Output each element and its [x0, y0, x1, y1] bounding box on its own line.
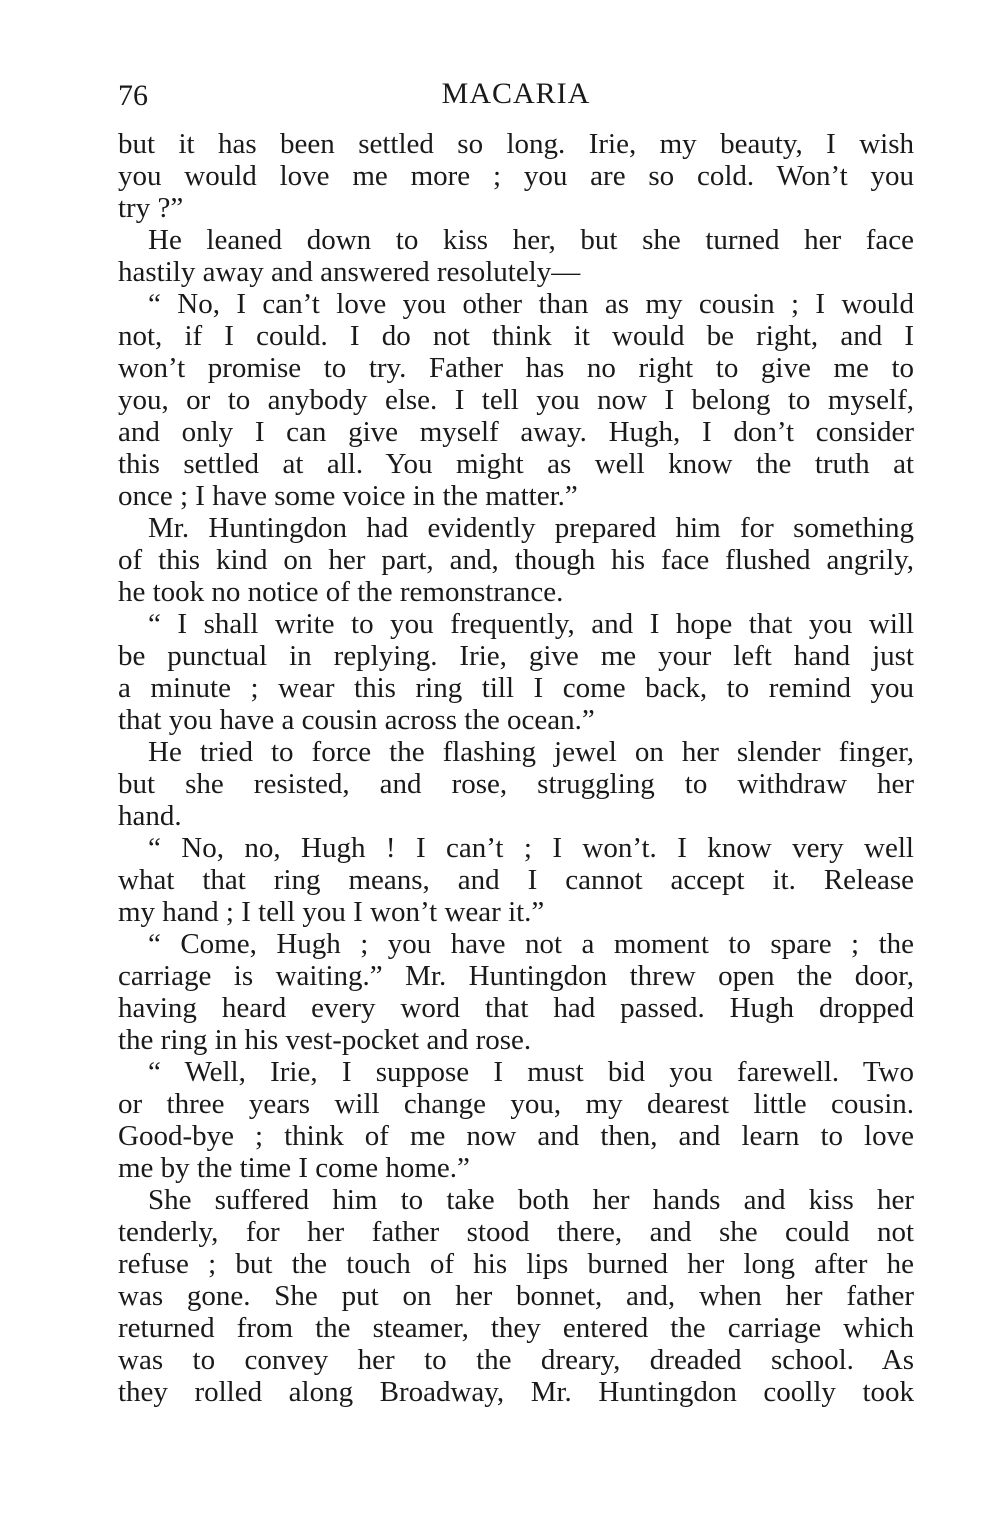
text-line: you would love me more ; you are so cold. Won’t you [118, 160, 914, 192]
page-number: 76 [118, 79, 148, 112]
text-line: not, if I could. I do not think it would be right, and I [118, 320, 914, 352]
text-line: this settled at all. You might as well know the truth at [118, 448, 914, 480]
text-line: but it has been settled so long. Irie, my beauty, I wish [118, 128, 914, 160]
text-line: “ No, I can’t love you other than as my cousin ; I would [148, 288, 914, 320]
text-line: was gone. She put on her bonnet, and, when her father [118, 1280, 914, 1312]
running-title: MACARIA [441, 77, 591, 110]
text-line: or three years will change you, my dearest little cousin. [118, 1088, 914, 1120]
text-line: he took no notice of the remonstrance. [118, 576, 564, 608]
text-line: my hand ; I tell you I won’t wear it.” [118, 896, 545, 928]
page-header [118, 72, 914, 118]
text-line: “ No, no, Hugh ! I can’t ; I won’t. I know very well [148, 832, 914, 864]
text-line: Mr. Huntingdon had evidently prepared him for something [148, 512, 914, 544]
text-line: hand. [118, 800, 182, 832]
text-line: returned from the steamer, they entered the carriage which [118, 1312, 914, 1344]
text-line: won’t promise to try. Father has no right to give me to [118, 352, 914, 384]
text-line: what that ring means, and I cannot accept it. Release [118, 864, 914, 896]
text-line: Good-bye ; think of me now and then, and learn to love [118, 1120, 914, 1152]
text-line: refuse ; but the touch of his lips burned her long after he [118, 1248, 914, 1280]
text-line: a minute ; wear this ring till I come back, to remind you [118, 672, 914, 704]
text-line: and only I can give myself away. Hugh, I don’t consider [118, 416, 914, 448]
book-page [118, 72, 914, 1408]
text-line: once ; I have some voice in the matter.” [118, 480, 578, 512]
text-line: “ Come, Hugh ; you have not a moment to spare ; the [148, 928, 914, 960]
text-line: of this kind on her part, and, though his face flushed angrily, [118, 544, 914, 576]
text-line: He tried to force the flashing jewel on her slender finger, [148, 736, 914, 768]
text-line: She suffered him to take both her hands and kiss her [148, 1184, 914, 1216]
text-line: was to convey her to the dreary, dreaded school. As [118, 1344, 914, 1376]
text-line: the ring in his vest-pocket and rose. [118, 1024, 532, 1056]
text-line: try ?” [118, 192, 184, 224]
text-line: be punctual in replying. Irie, give me your left hand just [118, 640, 914, 672]
text-line: “ I shall write to you frequently, and I hope that you will [148, 608, 914, 640]
text-line: that you have a cousin across the ocean.” [118, 704, 595, 736]
text-line: carriage is waiting.” Mr. Huntingdon threw open the door, [118, 960, 914, 992]
text-line: having heard every word that had passed. Hugh dropped [118, 992, 914, 1024]
text-line: “ Well, Irie, I suppose I must bid you farewell. Two [148, 1056, 914, 1088]
text-line: He leaned down to kiss her, but she turned her face [148, 224, 914, 256]
body-text [118, 128, 914, 1408]
text-line: tenderly, for her father stood there, and she could not [118, 1216, 914, 1248]
text-line: they rolled along Broadway, Mr. Huntingdon coolly took [118, 1376, 914, 1408]
text-line: but she resisted, and rose, struggling to withdraw her [118, 768, 914, 800]
text-line: you, or to anybody else. I tell you now I belong to myself, [118, 384, 914, 416]
text-line: me by the time I come home.” [118, 1152, 470, 1184]
text-line: hastily away and answered resolutely— [118, 256, 581, 288]
